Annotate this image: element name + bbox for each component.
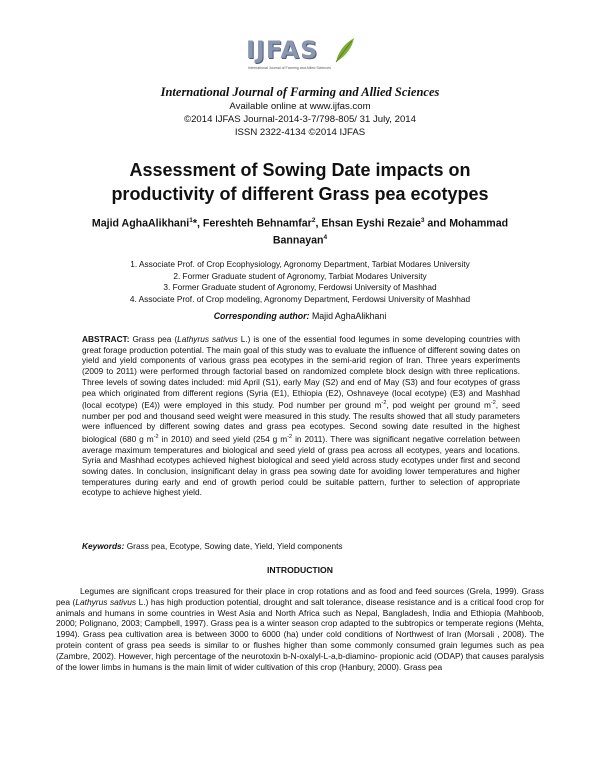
available-online: Available online at www.ijfas.com xyxy=(229,101,371,112)
logo-tagline: International Journal of Farming and Allied Sciences xyxy=(248,66,331,70)
abstract xyxy=(82,334,520,498)
abstract-text: L.) is one of the essential food legumes in some developing countries with great forage production potential. The main goal of this study was to evaluate the influence of different sowing dates on yield and yield components of various grass pea ecotypes in the semi-arid region of Iran. Three years experiments (2009 to 2011) were performed through factorial based on randomized complete block design with three replications. Three levels of sowing dates included: mid April (S1), early May (S2) and end of May (S3) and four ecotypes of grass pea which originated from different regions (Syria (E1), Ethiopia (E2), Oshnaveye (local ecotype) (E3) and Mashhad (local ecotype) (E4)) were employed in this study. Pod number per ground m xyxy=(82,334,520,410)
keywords-label: Keywords: xyxy=(82,541,125,551)
keywords xyxy=(82,541,520,551)
issn-line: ISSN 2322-4134 ©2014 IJFAS xyxy=(234,127,366,138)
keywords-list: Grass pea, Ecotype, Sowing date, Yield, Yield components xyxy=(124,541,343,551)
abstract-text: , pod weight per ground m xyxy=(386,399,491,410)
author-4: Mohammad Bannayan xyxy=(272,217,509,247)
affiliation-1: 1. Associate Prof. of Crop Ecophysiology, Agronomy Department, Tarbiat Modares University xyxy=(130,259,470,269)
section-heading: INTRODUCTION xyxy=(267,565,333,575)
logo-text: IJFAS xyxy=(246,36,319,64)
intro-text: L.) has high production potential, drought and salt tolerance, disease resistance and is a critical food crop for animals and humans in some countries in West Asia and North Africa such as Nepal, Bangladesh, India and Ethiopia (Mahboob, 2000; Polignano, 2003; Campbell, 1997). Grass pea is a winter season crop adapted to the subtropics or temperate regions (Mehta, 1994). Grass pea cultivation area is between 3000 to 6000 (ha) under cold conditions of Northwest of Iran (Morsali , 2008). The protein content of grass pea seeds is similar to or flushes higher than some commonly consumed grain legumes such as pea (Zambre, 2002). However, high percentage of the neurotoxin b-N-oxalyl-L-a,b-diamino- propionic acid (ODAP) that causes paralysis of the lower limbs in humans is the main limit of wider cultivation of this crop (Hanbury, 2000). Grass pea xyxy=(56,596,544,672)
unit-exponent: -2 xyxy=(153,434,159,441)
author-3: Ehsan Eyshi Rezaie xyxy=(321,217,421,230)
abstract-label: ABSTRACT: xyxy=(82,334,130,344)
unit-exponent: -2 xyxy=(287,434,293,441)
corresponding-label: Corresponding author: xyxy=(213,311,310,321)
unit-exponent: -2 xyxy=(381,400,387,407)
leaf-icon xyxy=(332,36,356,64)
title-line-2: productivity of different Grass pea ecotypes xyxy=(111,184,489,204)
affiliations xyxy=(0,259,600,305)
abstract-text: in 2011). There was significant negative correlation between average maximum temperatures and biological and seed yield of grass pea across all ecotypes, years and locations. Syria and Mashhad ecotypes achieved highest biological and seed yield across study ecotypes under first and second sowing dates. In conclusion, insignificant delay in grass pea sowing date for avoiding lower temperatures and higher temperatures during early and end of growth period could be suitable pattern, further to selection of appropriate ecotype to achieve highest yield. xyxy=(82,433,520,498)
title-line-1: Assessment of Sowing Date impacts on xyxy=(129,160,471,180)
citation-line: ©2014 IJFAS Journal-2014-3-7/798-805/ 31 July, 2014 xyxy=(184,114,416,125)
author-1-affil: 1 xyxy=(189,217,193,224)
abstract-text: Grass pea ( xyxy=(129,334,178,344)
author-separator: , xyxy=(315,217,322,230)
affiliation-2: 2. Former Graduate student of Agronomy, Tarbiat Modares University xyxy=(173,270,427,281)
introduction-text xyxy=(56,586,544,672)
journal-title: International Journal of Farming and Allied Sciences xyxy=(160,85,440,99)
affiliation-4: 4. Associate Prof. of Crop modeling, Agronomy Department, Ferdowsi University of Mashhad xyxy=(129,293,471,304)
corresponding-name: Majid AghaAlikhani xyxy=(311,311,387,321)
intro-text: Legumes are significant crops treasured for their place in crop rotations and as food and feed sources (Grela, 1999). Grass pea ( xyxy=(56,586,544,607)
author-2-affil: 2 xyxy=(311,217,316,224)
corresponding-author xyxy=(0,311,600,321)
abstract-text: , seed number per pod and thousand seed weight were measured in this study. The results showed that all study parameters were influenced by different sowing dates and grass pea ecotypes. Second sowing date resulted in the highest biological (680 g m xyxy=(82,399,520,444)
author-and: and xyxy=(424,217,450,230)
article-title xyxy=(60,158,540,206)
author-list xyxy=(70,214,530,247)
abstract-text: in 2010) and seed yield (254 g m xyxy=(158,433,288,444)
corresponding-mark: *, xyxy=(192,217,203,230)
unit-exponent: -2 xyxy=(490,400,496,407)
author-2: Fereshteh Behnamfar xyxy=(202,217,312,230)
journal-logo xyxy=(246,36,358,76)
author-3-affil: 3 xyxy=(420,217,425,224)
author-4-affil: 4 xyxy=(323,233,328,241)
latin-name: Lathyrus sativus xyxy=(75,596,137,607)
author-1: Majid AghaAlikhani xyxy=(91,217,190,230)
latin-name: Lathyrus sativus xyxy=(177,334,238,344)
affiliation-3: 3. Former Graduate student of Agronomy, Ferdowsi University of Mashhad xyxy=(163,282,437,293)
